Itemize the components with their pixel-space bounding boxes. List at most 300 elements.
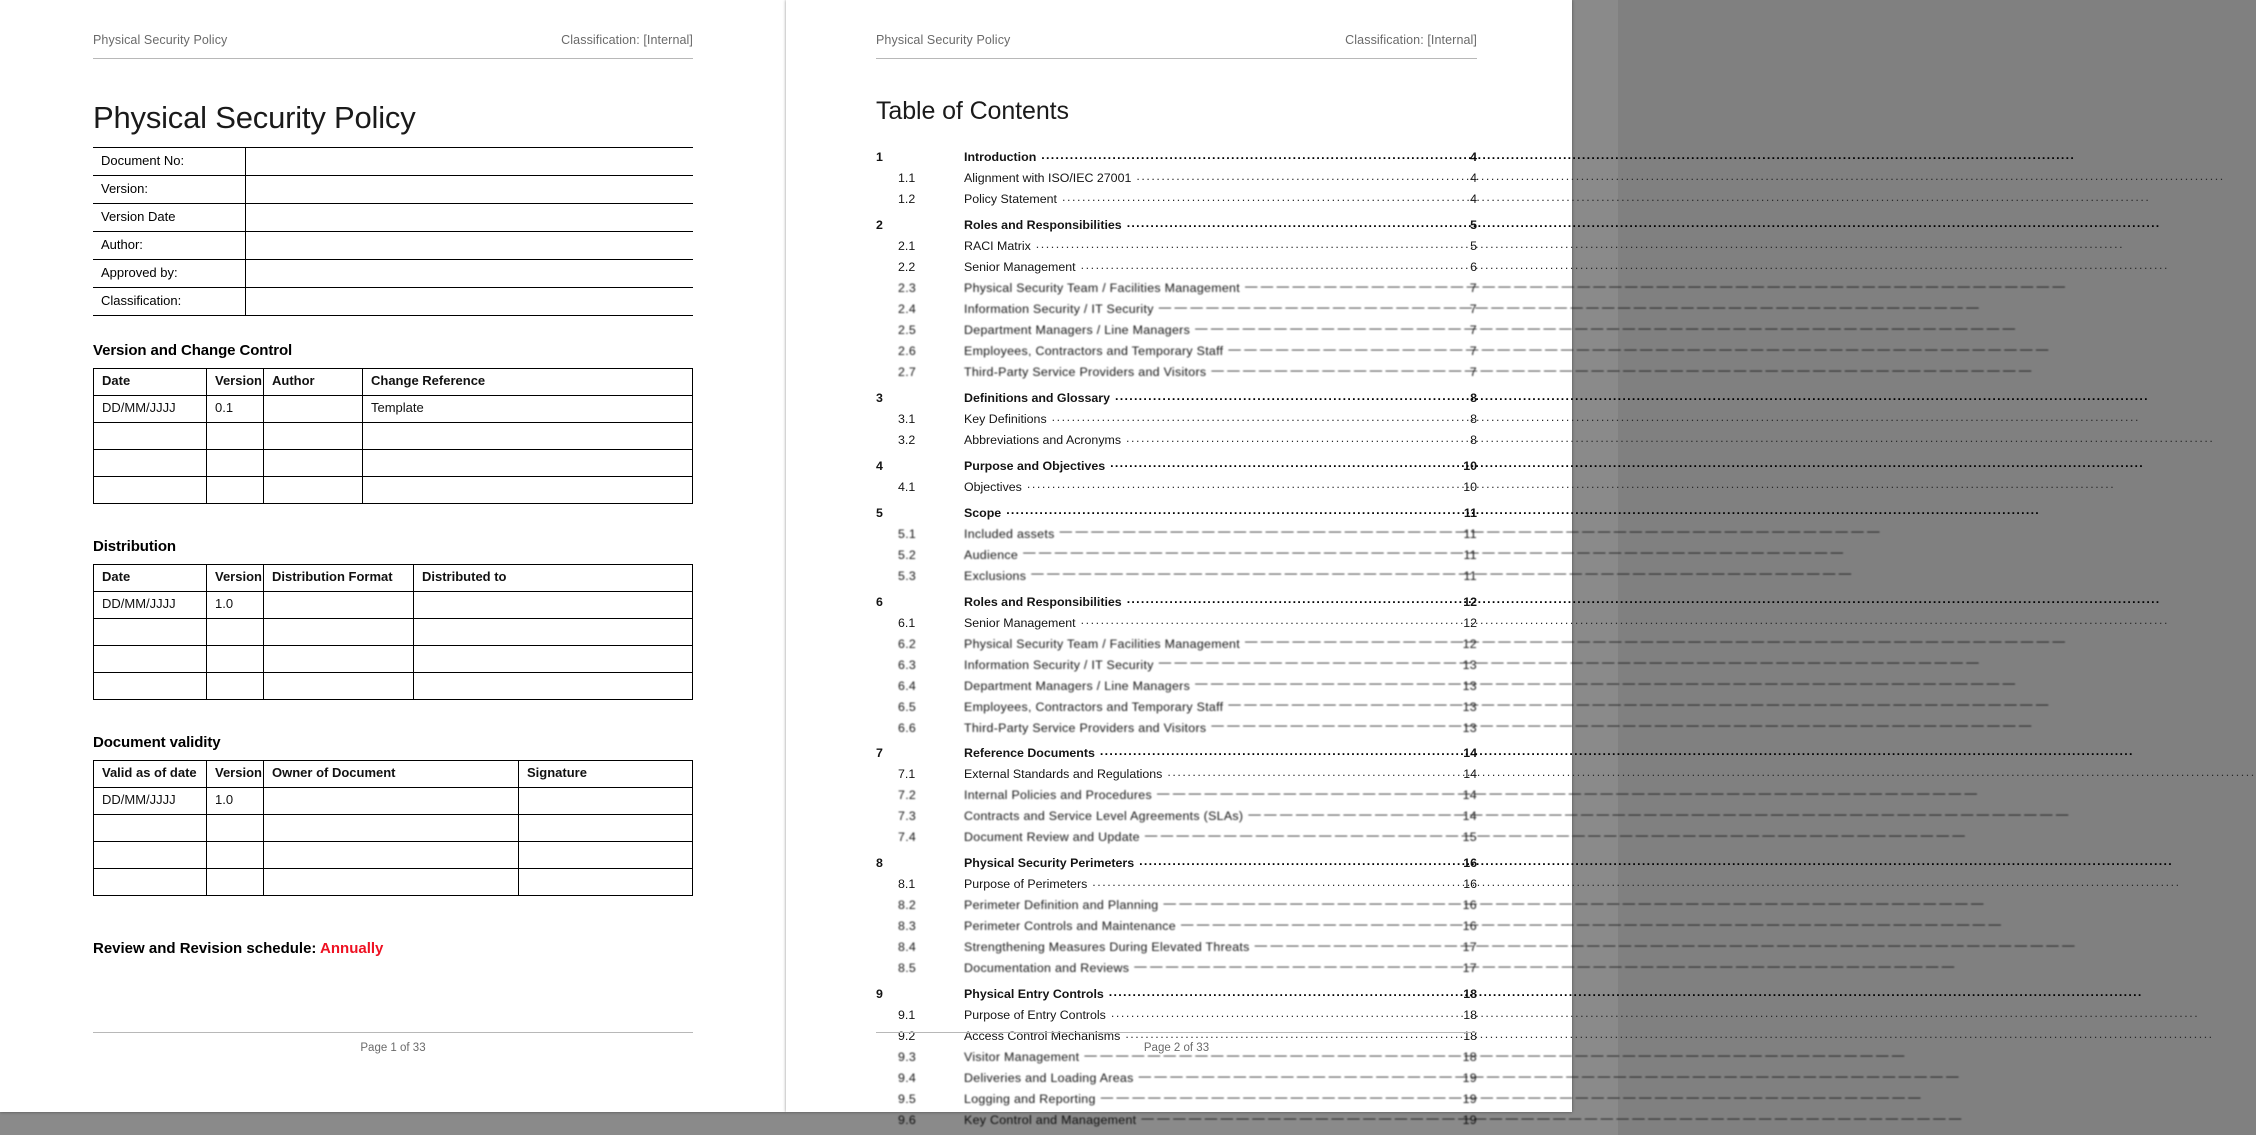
- toc-entry-number: 3.1: [898, 412, 916, 427]
- table-row: [93, 175, 693, 203]
- table-cell[interactable]: [207, 645, 264, 672]
- table-cell[interactable]: [414, 591, 693, 618]
- toc-entry-label: Senior Management: [964, 260, 1076, 275]
- toc-entry-label: Roles and Responsibilities: [964, 594, 1122, 609]
- table-cell[interactable]: [94, 672, 207, 699]
- toc-leader-dots: [1134, 960, 1449, 972]
- table-cell[interactable]: [264, 618, 414, 645]
- table-cell[interactable]: [363, 422, 693, 449]
- toc-entry[interactable]: [876, 632, 1477, 653]
- toc-entry-label: Included assets: [964, 526, 1055, 541]
- page-footer-1: Page 1 of 33: [93, 1032, 693, 1054]
- toc-entry-page: 13: [1462, 720, 1477, 735]
- toc-entry-number: 2.6: [898, 344, 917, 359]
- info-field-value[interactable]: [245, 147, 693, 175]
- toc-entry[interactable]: [876, 496, 1477, 522]
- table-cell[interactable]: [94, 476, 207, 503]
- toc-leader-dots: [1060, 525, 1449, 537]
- toc-entry-label: Senior Management: [964, 615, 1076, 630]
- toc-entry-label: Access Control Mechanisms: [964, 1029, 1121, 1044]
- toc-entry-label: Perimeter Definition and Planning: [964, 898, 1159, 913]
- toc-entry-page: 18: [1463, 987, 1477, 1002]
- toc-entry[interactable]: [876, 1067, 1477, 1088]
- toc-leader-dots: [1255, 939, 1449, 951]
- toc-leader-dots: [1062, 191, 1449, 203]
- toc-entry[interactable]: [876, 235, 1477, 256]
- toc-entry-number: 5.2: [898, 547, 917, 562]
- toc-entry-page: 7: [1469, 323, 1477, 338]
- toc-entry-number: 2.7: [898, 365, 917, 380]
- header-document-title: Physical Security Policy: [876, 33, 1011, 47]
- toc-entry-number: 2: [876, 218, 883, 233]
- info-field-label: Version:: [93, 175, 245, 203]
- toc-entry-page: 17: [1462, 961, 1477, 976]
- table-row: [94, 449, 693, 476]
- toc-entry-number: 7.2: [898, 788, 917, 803]
- toc-entry-label: RACI Matrix: [964, 239, 1031, 254]
- info-field-label: Author:: [93, 231, 245, 259]
- toc-entry-page: 5: [1470, 218, 1477, 233]
- toc-entry[interactable]: [876, 1087, 1477, 1108]
- toc-entry-page: 18: [1463, 1008, 1477, 1023]
- toc-entry[interactable]: [876, 653, 1477, 674]
- document-validity-heading: Document validity: [93, 733, 221, 751]
- table-of-contents: [876, 141, 1477, 1129]
- document-validity-table: [93, 760, 693, 896]
- toc-entry-number: 6.5: [898, 699, 917, 714]
- toc-entry[interactable]: [876, 209, 1477, 235]
- toc-entry-page: 18: [1462, 1050, 1477, 1064]
- table-cell[interactable]: [94, 868, 207, 895]
- page-footer-2: Page 2 of 33: [876, 1032, 1477, 1054]
- toc-entry-number: 6.4: [898, 678, 917, 693]
- toc-entry-page: 10: [1463, 458, 1477, 473]
- toc-entry-number: 5.1: [898, 526, 917, 541]
- toc-entry[interactable]: [876, 1004, 1477, 1025]
- toc-entry-number: 9.3: [898, 1050, 917, 1064]
- toc-entry-number: 9.1: [898, 1008, 916, 1023]
- table-row: [94, 672, 693, 699]
- toc-entry-page: 19: [1462, 1091, 1477, 1106]
- toc-entry-number: 1.2: [898, 192, 916, 207]
- toc-leader-dots: [1092, 876, 1449, 888]
- toc-entry-number: 9.5: [898, 1091, 917, 1106]
- toc-entry-label: Purpose and Objectives: [964, 458, 1106, 473]
- toc-leader-dots: [1245, 280, 1449, 292]
- column-header: Version: [207, 760, 264, 787]
- column-header: Date: [94, 368, 207, 395]
- column-header: Change Reference: [363, 368, 693, 395]
- toc-entry[interactable]: [876, 805, 1477, 826]
- info-field-value[interactable]: [245, 231, 693, 259]
- toc-leader-dots: [1159, 301, 1449, 313]
- page-header: [876, 33, 1477, 59]
- table-row: [94, 618, 693, 645]
- toc-entry[interactable]: [876, 564, 1477, 585]
- column-header: Version: [207, 564, 264, 591]
- toc-entry[interactable]: [876, 429, 1477, 450]
- toc-entry-number: 6.1: [898, 615, 916, 630]
- table-cell[interactable]: [94, 422, 207, 449]
- toc-entry-number: 7: [876, 746, 883, 761]
- toc-entry-label: Physical Security Team / Facilities Management: [964, 281, 1240, 296]
- toc-entry[interactable]: [876, 475, 1477, 496]
- document-info-table: [93, 147, 693, 316]
- toc-entry-label: Definitions and Glossary: [964, 391, 1110, 406]
- header-document-title: Physical Security Policy: [93, 33, 228, 47]
- table-row: [94, 645, 693, 672]
- toc-entry-label: Purpose of Entry Controls: [964, 1008, 1106, 1023]
- toc-entry-label: Physical Entry Controls: [964, 987, 1104, 1002]
- table-cell[interactable]: [414, 645, 693, 672]
- toc-entry[interactable]: [876, 340, 1477, 361]
- table-cell[interactable]: [519, 868, 693, 895]
- table-row: [94, 814, 693, 841]
- table-cell[interactable]: [207, 672, 264, 699]
- toc-leader-dots: [1139, 855, 1449, 867]
- table-cell[interactable]: Template: [363, 395, 693, 422]
- toc-entry[interactable]: [876, 361, 1477, 382]
- table-cell[interactable]: [207, 814, 264, 841]
- toc-entry[interactable]: [876, 847, 1477, 873]
- toc-entry-number: 6.6: [898, 720, 917, 735]
- toc-entry[interactable]: [876, 611, 1477, 632]
- toc-entry-label: Introduction: [964, 150, 1037, 165]
- table-cell[interactable]: 1.0: [207, 591, 264, 618]
- toc-entry-number: 6: [876, 594, 883, 609]
- page-header: [93, 33, 693, 59]
- toc-leader-dots: [1167, 766, 1449, 778]
- toc-entry-page: 4: [1470, 150, 1477, 165]
- toc-entry[interactable]: [876, 936, 1477, 957]
- toc-leader-dots: [1052, 411, 1449, 423]
- toc-entry-page: 7: [1469, 344, 1477, 359]
- distribution-table: [93, 564, 693, 700]
- table-cell[interactable]: [414, 672, 693, 699]
- toc-entry-number: 8.5: [898, 961, 917, 976]
- toc-entry-number: 1.1: [898, 171, 916, 186]
- toc-entry[interactable]: [876, 188, 1477, 209]
- column-header: Distribution Format: [264, 564, 414, 591]
- toc-entry-page: 11: [1463, 526, 1477, 541]
- toc-entry-label: Contracts and Service Level Agreements (SLAs): [964, 809, 1244, 824]
- column-header: Author: [264, 368, 363, 395]
- toc-entry-number: 9.2: [898, 1029, 916, 1044]
- table-cell[interactable]: [363, 476, 693, 503]
- table-cell[interactable]: DD/MM/JJJJ: [94, 591, 207, 618]
- toc-entry-page: 14: [1462, 788, 1477, 803]
- table-cell[interactable]: [264, 645, 414, 672]
- toc-entry-number: 3: [876, 391, 883, 406]
- table-row: [93, 287, 693, 315]
- table-cell[interactable]: [207, 868, 264, 895]
- toc-entry[interactable]: [876, 141, 1477, 167]
- toc-leader-dots: [1245, 635, 1449, 647]
- toc-entry-label: External Standards and Regulations: [964, 767, 1163, 782]
- toc-entry[interactable]: [876, 450, 1477, 476]
- toc-entry[interactable]: [876, 957, 1477, 978]
- table-cell[interactable]: [207, 841, 264, 868]
- info-field-value[interactable]: [245, 259, 693, 287]
- table-cell[interactable]: [363, 449, 693, 476]
- toc-entry-number: 2.3: [898, 281, 917, 296]
- toc-entry[interactable]: [876, 585, 1477, 611]
- toc-entry-number: 5.3: [898, 568, 917, 583]
- toc-entry[interactable]: [876, 915, 1477, 936]
- table-cell[interactable]: [414, 618, 693, 645]
- toc-entry-number: 8.2: [898, 898, 917, 913]
- toc-entry-label: Third-Party Service Providers and Visitors: [964, 720, 1207, 735]
- table-row: [93, 147, 693, 175]
- version-change-control-heading: Version and Change Control: [93, 341, 293, 359]
- table-cell[interactable]: DD/MM/JJJJ: [94, 787, 207, 814]
- toc-entry-number: 7.4: [898, 830, 917, 845]
- table-cell[interactable]: [264, 476, 363, 503]
- toc-leader-dots: [1127, 593, 1449, 605]
- table-cell[interactable]: [207, 422, 264, 449]
- toc-entry-page: 16: [1463, 856, 1477, 871]
- toc-entry-number: 1: [876, 150, 883, 165]
- table-cell[interactable]: [264, 868, 519, 895]
- toc-leader-dots: [1159, 656, 1449, 668]
- table-cell[interactable]: [519, 841, 693, 868]
- toc-leader-dots: [1006, 504, 1449, 516]
- toc-entry-number: 8.4: [898, 940, 917, 955]
- toc-entry-page: 13: [1462, 678, 1477, 693]
- toc-entry-label: Physical Security Perimeters: [964, 856, 1135, 871]
- toc-entry-number: 8.1: [898, 877, 916, 892]
- toc-entry-page: 8: [1470, 433, 1477, 447]
- toc-entry-label: Exclusions: [964, 568, 1027, 583]
- toc-entry-label: Purpose of Perimeters: [964, 877, 1088, 892]
- toc-entry[interactable]: [876, 978, 1477, 1004]
- toc-entry-page: 7: [1469, 302, 1477, 317]
- toc-entry-page: 19: [1462, 1070, 1477, 1085]
- toc-entry-label: Internal Policies and Procedures: [964, 788, 1152, 803]
- table-cell[interactable]: [207, 449, 264, 476]
- toc-entry-page: 4: [1470, 192, 1477, 207]
- table-cell[interactable]: [264, 449, 363, 476]
- table-cell[interactable]: 0.1: [207, 395, 264, 422]
- toc-leader-dots: [1195, 677, 1449, 689]
- toc-entry-page: 16: [1462, 919, 1477, 934]
- table-cell[interactable]: [94, 841, 207, 868]
- toc-entry-page: 7: [1469, 365, 1477, 380]
- info-field-value[interactable]: [245, 175, 693, 203]
- toc-entry[interactable]: [876, 695, 1477, 716]
- toc-entry-label: Strengthening Measures During Elevated Threats: [964, 940, 1250, 955]
- toc-entry-page: 12: [1462, 636, 1477, 651]
- toc-leader-dots: [1036, 238, 1449, 250]
- table-row: [94, 422, 693, 449]
- table-cell[interactable]: [264, 814, 519, 841]
- table-cell[interactable]: [207, 618, 264, 645]
- table-row: [93, 231, 693, 259]
- table-cell[interactable]: [264, 787, 519, 814]
- toc-entry-page: 6: [1470, 260, 1477, 275]
- toc-entry-page: 15: [1462, 830, 1477, 845]
- table-cell[interactable]: [207, 476, 264, 503]
- toc-leader-dots: [1248, 808, 1449, 820]
- header-classification: Classification: [Internal]: [561, 33, 693, 47]
- toc-leader-dots: [1164, 897, 1450, 909]
- toc-entry-label: Key Definitions: [964, 412, 1047, 427]
- toc-entry-label: Employees, Contractors and Temporary Staff: [964, 344, 1224, 359]
- toc-entry[interactable]: [876, 298, 1477, 319]
- toc-entry-page: 8: [1470, 412, 1477, 427]
- table-cell[interactable]: [94, 618, 207, 645]
- toc-leader-dots: [1228, 343, 1449, 355]
- column-header: Date: [94, 564, 207, 591]
- table-row: [93, 259, 693, 287]
- toc-entry-page: 18: [1463, 1029, 1477, 1044]
- column-header: Valid as of date: [94, 760, 207, 787]
- document-page-1: [0, 0, 786, 1112]
- column-header: Signature: [519, 760, 693, 787]
- toc-entry-label: Abbreviations and Acronyms: [964, 433, 1122, 447]
- toc-leader-dots: [1126, 432, 1449, 444]
- info-field-label: Version Date: [93, 203, 245, 231]
- toc-entry[interactable]: [876, 894, 1477, 915]
- toc-entry-page: 12: [1463, 594, 1477, 609]
- review-schedule-value: Annually: [320, 939, 384, 957]
- toc-leader-dots: [1157, 787, 1449, 799]
- toc-leader-dots: [1027, 478, 1449, 490]
- toc-entry-number: 7.1: [898, 767, 916, 782]
- toc-entry-page: 16: [1463, 877, 1477, 892]
- table-cell[interactable]: [94, 449, 207, 476]
- toc-leader-dots: [1139, 1070, 1449, 1082]
- toc-leader-dots: [1181, 918, 1449, 930]
- toc-entry-label: Policy Statement: [964, 192, 1057, 207]
- toc-entry[interactable]: [876, 873, 1477, 894]
- info-field-value[interactable]: [245, 287, 693, 315]
- toc-entry[interactable]: [876, 408, 1477, 429]
- toc-entry-page: 14: [1463, 767, 1477, 782]
- table-cell[interactable]: [94, 814, 207, 841]
- table-row: [94, 787, 693, 814]
- toc-entry-page: 14: [1462, 809, 1477, 824]
- version-change-control-table: [93, 368, 693, 504]
- toc-entry-number: 2.1: [898, 239, 916, 254]
- toc-entry-page: 8: [1470, 391, 1477, 406]
- column-header: Version: [207, 368, 264, 395]
- toc-entry-label: Documentation and Reviews: [964, 961, 1130, 976]
- table-cell[interactable]: [264, 422, 363, 449]
- toc-entry-number: 9: [876, 987, 883, 1002]
- table-cell[interactable]: [519, 814, 693, 841]
- toc-entry[interactable]: [876, 763, 1477, 784]
- toc-entry[interactable]: [876, 167, 1477, 188]
- table-row: [94, 476, 693, 503]
- table-cell[interactable]: DD/MM/JJJJ: [94, 395, 207, 422]
- toc-leader-dots: [1195, 322, 1449, 334]
- toc-leader-dots: [1111, 1007, 1449, 1019]
- toc-leader-dots: [1109, 986, 1449, 998]
- review-schedule: [93, 940, 693, 957]
- table-cell[interactable]: 1.0: [207, 787, 264, 814]
- toc-entry-number: 6.2: [898, 636, 917, 651]
- toc-entry[interactable]: [876, 522, 1477, 543]
- toc-entry-number: 3.2: [898, 433, 916, 447]
- toc-entry[interactable]: [876, 1108, 1477, 1129]
- info-field-value[interactable]: [245, 203, 693, 231]
- toc-entry[interactable]: [876, 716, 1477, 737]
- toc-entry-page: 12: [1463, 615, 1477, 630]
- toc-title: Table of Contents: [876, 97, 1069, 125]
- table-cell[interactable]: [264, 395, 363, 422]
- toc-leader-dots: [1023, 546, 1449, 558]
- toc-entry[interactable]: [876, 277, 1477, 298]
- toc-entry-page: 13: [1462, 699, 1477, 714]
- toc-entry-page: 7: [1469, 281, 1477, 296]
- toc-entry-label: Document Review and Update: [964, 830, 1140, 845]
- table-row: [94, 841, 693, 868]
- toc-entry-label: Scope: [964, 505, 1002, 520]
- table-cell[interactable]: [264, 841, 519, 868]
- toc-entry-page: 14: [1463, 746, 1477, 761]
- toc-entry-page: 16: [1462, 898, 1477, 913]
- toc-entry[interactable]: [876, 737, 1477, 763]
- toc-entry-page: 5: [1470, 239, 1477, 254]
- review-schedule-label: Review and Revision schedule:: [93, 939, 317, 957]
- toc-entry-number: 9.4: [898, 1070, 917, 1085]
- table-row: [94, 868, 693, 895]
- toc-leader-dots: [1081, 259, 1449, 271]
- toc-leader-dots: [1031, 567, 1449, 579]
- toc-entry-number: 5: [876, 505, 883, 520]
- toc-entry-label: Information Security / IT Security: [964, 657, 1154, 672]
- toc-entry[interactable]: [876, 784, 1477, 805]
- toc-entry-page: 19: [1462, 1112, 1477, 1127]
- table-cell[interactable]: [264, 672, 414, 699]
- table-row: [93, 203, 693, 231]
- toc-entry[interactable]: [876, 543, 1477, 564]
- toc-entry[interactable]: [876, 256, 1477, 277]
- toc-entry[interactable]: [876, 826, 1477, 847]
- toc-entry[interactable]: [876, 319, 1477, 340]
- toc-entry-number: 4.1: [898, 479, 916, 494]
- toc-entry-label: Alignment with ISO/IEC 27001: [964, 171, 1132, 186]
- toc-entry-number: 4: [876, 458, 883, 473]
- info-field-label: Classification:: [93, 287, 245, 315]
- toc-entry-label: Audience: [964, 547, 1019, 562]
- toc-entry-label: Key Control and Management: [964, 1112, 1137, 1127]
- toc-entry-label: Perimeter Controls and Maintenance: [964, 919, 1176, 934]
- toc-leader-dots: [1101, 1091, 1449, 1103]
- toc-entry-page: 13: [1462, 657, 1477, 672]
- toc-entry-label: Physical Security Team / Facilities Management: [964, 636, 1240, 651]
- toc-entry-label: Department Managers / Line Managers: [964, 678, 1191, 693]
- toc-entry-number: 8.3: [898, 919, 917, 934]
- table-cell[interactable]: [264, 591, 414, 618]
- toc-entry-label: Employees, Contractors and Temporary Staff: [964, 699, 1224, 714]
- toc-leader-dots: [1228, 698, 1449, 710]
- info-field-label: Approved by:: [93, 259, 245, 287]
- toc-entry-number: 2.2: [898, 260, 916, 275]
- table-cell[interactable]: [94, 645, 207, 672]
- toc-entry-label: Deliveries and Loading Areas: [964, 1070, 1134, 1085]
- toc-entry[interactable]: [876, 382, 1477, 408]
- toc-entry-page: 10: [1463, 479, 1477, 494]
- toc-leader-dots: [1115, 390, 1449, 402]
- toc-entry-page: 11: [1463, 568, 1477, 583]
- header-classification: Classification: [Internal]: [1345, 33, 1477, 47]
- toc-leader-dots: [1110, 458, 1449, 470]
- table-cell[interactable]: [519, 787, 693, 814]
- toc-entry[interactable]: [876, 674, 1477, 695]
- toc-leader-dots: [1100, 745, 1449, 757]
